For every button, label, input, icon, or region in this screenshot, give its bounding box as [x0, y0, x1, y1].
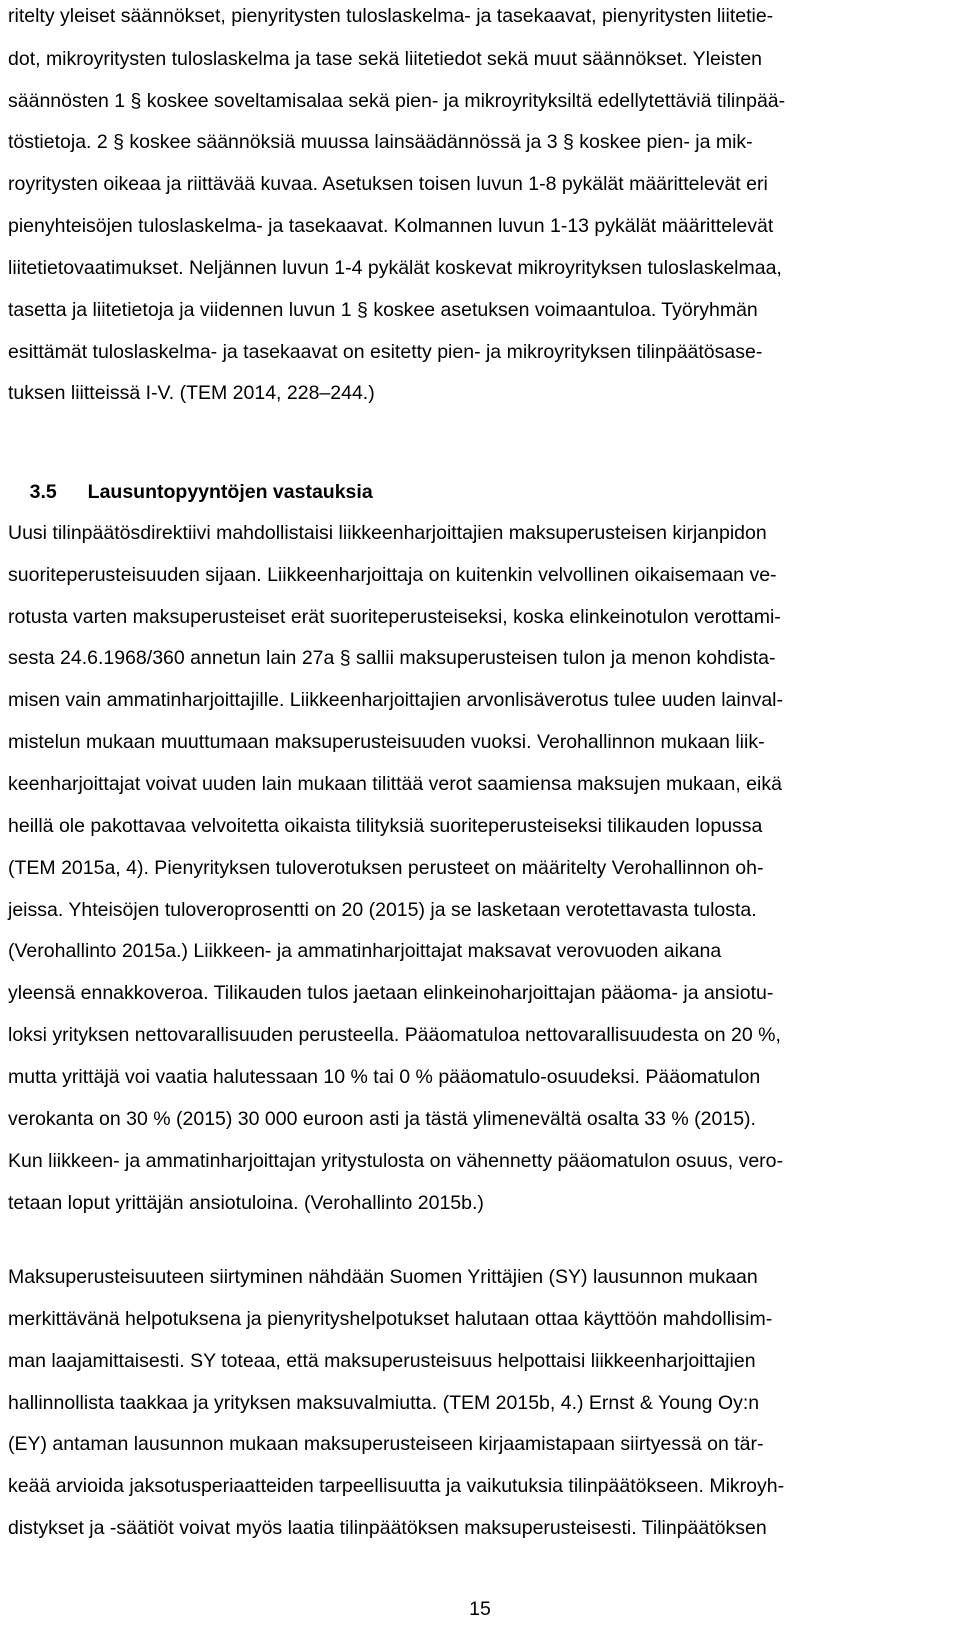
text-line: tuksen liitteissä I-V. (TEM 2014, 228–244.) [8, 382, 375, 404]
section-heading [8, 456, 373, 528]
text-line: rotusta varten maksuperusteiset erät suoriteperusteiseksi, koska elinkeinotulon verottami- [8, 606, 781, 628]
text-line: pienyhteisöjen tuloslaskelma- ja tasekaavat. Kolmannen luvun 1-13 pykälät määrittelevät [8, 215, 774, 237]
text-line: man laajamittaisesti. SY toteaa, että maksuperusteisuus helpottaisi liikkeenharjoittajien [8, 1350, 756, 1372]
section-number: 3.5 [29, 481, 57, 503]
text-line: suoriteperusteisuuden sijaan. Liikkeenharjoittaja on kuitenkin velvollinen oikaisemaan ve- [8, 564, 777, 586]
text-line: ritelty yleiset säännökset, pienyritysten tuloslaskelma- ja tasekaavat, pienyritysten liitetie- [8, 5, 774, 27]
text-line: jeissa. Yhteisöjen tuloveroprosentti on 20 (2015) ja se lasketaan verotettavasta tulosta. [8, 899, 757, 921]
text-line: sesta 24.6.1968/360 annetun lain 27a § sallii maksuperusteisen tulon ja menon kohdista- [8, 647, 776, 669]
text-line: tasetta ja liitetietoja ja viidennen luvun 1 § koskee asetuksen voimaantuloa. Työryhmän [8, 299, 758, 321]
text-line: keää arvioida jaksotusperiaatteiden tarpeellisuutta ja vaikutuksia tilinpäätökseen. Mikroyh- [8, 1475, 785, 1497]
text-line: royritysten oikeaa ja riittävää kuvaa. Asetuksen toisen luvun 1-8 pykälät määrittelevät eri [8, 173, 768, 195]
text-line: verokanta on 30 % (2015) 30 000 euroon asti ja tästä ylimenevältä osalta 33 % (2015). [8, 1108, 756, 1130]
text-line: dot, mikroyritysten tuloslaskelma ja tase sekä liitetiedot sekä muut säännökset. Yleisten [8, 48, 763, 70]
text-line: liitetietovaatimukset. Neljännen luvun 1-4 pykälät koskevat mikroyrityksen tuloslaskelmaa, [8, 257, 782, 279]
text-line: Kun liikkeen- ja ammatinharjoittajan yritystulosta on vähennetty pääomatulon osuus, vero- [8, 1150, 784, 1172]
text-line: distykset ja -säätiöt voivat myös laatia tilinpäätöksen maksuperusteisesti. Tilinpäätöksen [8, 1517, 767, 1539]
text-line: (Verohallinto 2015a.) Liikkeen- ja ammatinharjoittajat maksavat verovuoden aikana [8, 940, 722, 962]
text-line: hallinnollista taakkaa ja yrityksen maksuvalmiutta. (TEM 2015b, 4.) Ernst & Young Oy:n [8, 1392, 760, 1414]
page-number: 15 [469, 1598, 491, 1620]
text-line: (TEM 2015a, 4). Pienyrityksen tuloverotuksen perusteet on määritelty Verohallinnon oh- [8, 857, 764, 879]
text-line: keenharjoittajat voivat uuden lain mukaan tilittää verot saamiensa maksujen mukaan, eikä [8, 773, 782, 795]
text-line: mutta yrittäjä voi vaatia halutessaan 10 % tai 0 % pääomatulo-osuudeksi. Pääomatulon [8, 1066, 761, 1088]
text-line: yleensä ennakkoveroa. Tilikauden tulos jaetaan elinkeinoharjoittajan pääoma- ja ansiotu- [8, 982, 774, 1004]
text-line: misen vain ammatinharjoittajille. Liikkeenharjoittajien arvonlisäverotus tulee uuden lainval- [8, 689, 783, 711]
text-line: Maksuperusteisuuteen siirtyminen nähdään Suomen Yrittäjien (SY) lausunnon mukaan [8, 1266, 758, 1288]
text-line: mistelun mukaan muuttumaan maksuperusteisuuden vuoksi. Verohallinnon mukaan liik- [8, 731, 765, 753]
text-line: loksi yrityksen nettovarallisuuden perusteella. Pääomatuloa nettovarallisuudesta on 20 %, [8, 1024, 781, 1046]
text-line: merkittävänä helpotuksena ja pienyrityshelpotukset halutaan ottaa käyttöön mahdollisim- [8, 1308, 773, 1330]
section-title: Lausuntopyyntöjen vastauksia [87, 481, 373, 503]
text-line: tetaan loput yrittäjän ansiotuloina. (Verohallinto 2015b.) [8, 1192, 484, 1214]
text-line: heillä ole pakottavaa velvoitetta oikaista tilityksiä suoriteperusteiseksi tilikauden lopussa [8, 815, 763, 837]
text-line: säännösten 1 § koskee soveltamisalaa sekä pien- ja mikroyrityksiltä edellytettäviä tilinpää- [8, 90, 786, 112]
text-line: (EY) antaman lausunnon mukaan maksuperusteiseen kirjaamistapaan siirtyessä on tär- [8, 1433, 764, 1455]
text-line: Uusi tilinpäätösdirektiivi mahdollistaisi liikkeenharjoittajien maksuperusteisen kirjanpidon [8, 522, 767, 544]
text-line: esittämät tuloslaskelma- ja tasekaavat on esitetty pien- ja mikroyrityksen tilinpäätösase- [8, 341, 763, 363]
text-line: töstietoja. 2 § koskee säännöksiä muussa lainsäädännössä ja 3 § koskee pien- ja mik- [8, 131, 753, 153]
